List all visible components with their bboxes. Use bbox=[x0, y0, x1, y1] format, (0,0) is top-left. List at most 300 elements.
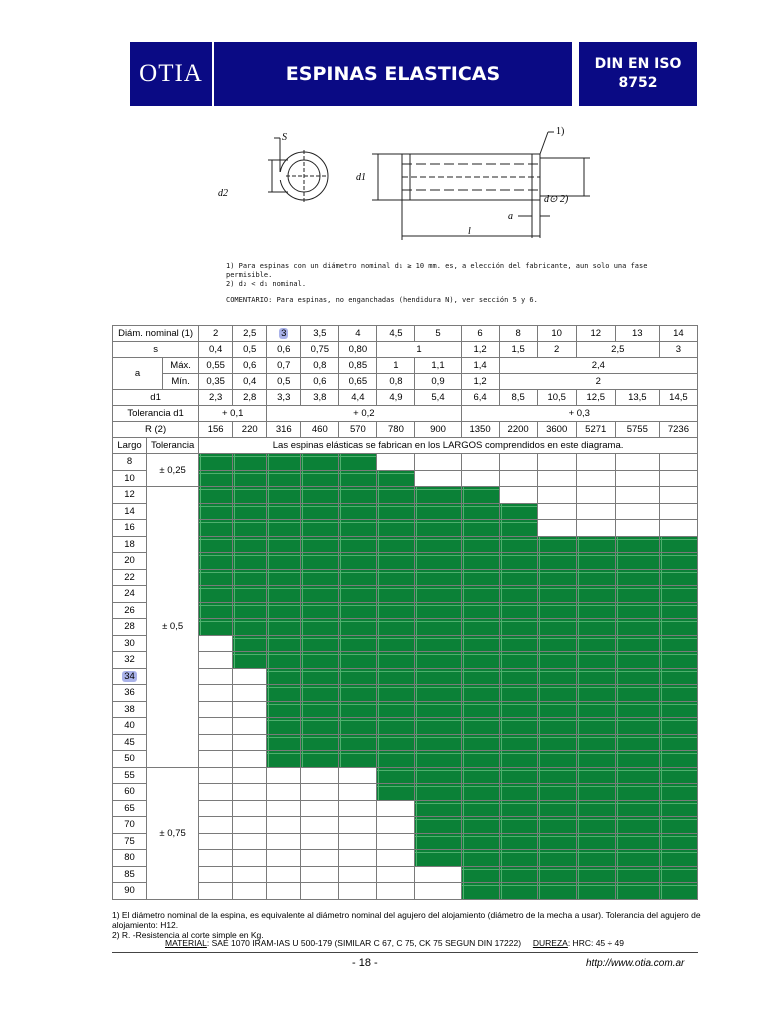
available-cell bbox=[499, 503, 537, 520]
length-cell: 50 bbox=[113, 751, 147, 768]
length-row bbox=[113, 586, 698, 603]
available-cell bbox=[267, 619, 301, 636]
empty-cell bbox=[233, 866, 267, 883]
available-cell bbox=[377, 718, 415, 735]
diameter-cell: 8 bbox=[499, 326, 537, 342]
s-cell: 0,6 bbox=[267, 342, 301, 358]
available-cell bbox=[537, 734, 576, 751]
available-cell bbox=[377, 487, 415, 504]
website-link[interactable]: http://www.otia.com.ar bbox=[586, 958, 685, 969]
available-cell bbox=[499, 850, 537, 867]
available-cell bbox=[537, 553, 576, 570]
length-tolerance-cell: ± 0,75 bbox=[147, 767, 199, 899]
available-cell bbox=[339, 685, 377, 702]
length-cell: 30 bbox=[113, 635, 147, 652]
available-cell bbox=[267, 470, 301, 487]
empty-cell bbox=[233, 850, 267, 867]
available-cell bbox=[233, 602, 267, 619]
empty-cell bbox=[339, 883, 377, 900]
row-diameter bbox=[113, 326, 698, 342]
available-cell bbox=[576, 800, 615, 817]
available-cell bbox=[537, 866, 576, 883]
d1-cell: 13,5 bbox=[615, 390, 659, 406]
empty-cell bbox=[377, 833, 415, 850]
empty-cell bbox=[267, 800, 301, 817]
available-cell bbox=[339, 503, 377, 520]
available-cell bbox=[615, 784, 659, 801]
available-cell bbox=[199, 487, 233, 504]
available-cell bbox=[377, 668, 415, 685]
diameter-cell: 2 bbox=[199, 326, 233, 342]
available-cell bbox=[461, 503, 499, 520]
availability-grid bbox=[113, 454, 698, 900]
note-1b: permisible. bbox=[226, 271, 273, 279]
empty-cell bbox=[233, 784, 267, 801]
d1-cell: 14,5 bbox=[659, 390, 697, 406]
logo-text: OTIA bbox=[139, 60, 203, 87]
available-cell bbox=[615, 751, 659, 768]
available-cell bbox=[615, 685, 659, 702]
norm-line-1: DIN EN ISO bbox=[594, 56, 682, 72]
available-cell bbox=[377, 569, 415, 586]
available-cell bbox=[377, 503, 415, 520]
length-cell: 38 bbox=[113, 701, 147, 718]
length-row bbox=[113, 685, 698, 702]
available-cell bbox=[576, 553, 615, 570]
available-cell bbox=[537, 586, 576, 603]
empty-cell bbox=[499, 454, 537, 471]
available-cell bbox=[615, 553, 659, 570]
available-cell bbox=[576, 586, 615, 603]
diameter-cell: 4,5 bbox=[377, 326, 415, 342]
available-cell bbox=[301, 586, 339, 603]
page-title: ESPINAS ELASTICAS bbox=[214, 42, 572, 106]
tolerancia-header: Tolerancia bbox=[147, 438, 199, 454]
available-cell bbox=[301, 718, 339, 735]
empty-cell bbox=[267, 883, 301, 900]
empty-cell bbox=[199, 685, 233, 702]
empty-cell bbox=[233, 701, 267, 718]
available-cell bbox=[233, 569, 267, 586]
available-cell bbox=[233, 536, 267, 553]
d1-cell: 10,5 bbox=[537, 390, 576, 406]
a-label: a bbox=[113, 358, 163, 390]
available-cell bbox=[267, 586, 301, 603]
s-cell: 2,5 bbox=[576, 342, 659, 358]
material-line bbox=[165, 938, 624, 948]
available-cell bbox=[233, 652, 267, 669]
d1-cell: 4,4 bbox=[339, 390, 377, 406]
available-cell bbox=[233, 454, 267, 471]
empty-cell bbox=[415, 883, 461, 900]
length-cell: 40 bbox=[113, 718, 147, 735]
d1-cell: 2,3 bbox=[199, 390, 233, 406]
min-cell: 0,5 bbox=[267, 374, 301, 390]
available-cell bbox=[499, 668, 537, 685]
r-cell: 220 bbox=[233, 422, 267, 438]
row-a-max bbox=[113, 358, 698, 374]
row-s bbox=[113, 342, 698, 358]
available-cell bbox=[267, 635, 301, 652]
available-cell bbox=[461, 536, 499, 553]
available-cell bbox=[301, 668, 339, 685]
available-cell bbox=[615, 652, 659, 669]
empty-cell bbox=[199, 734, 233, 751]
available-cell bbox=[499, 866, 537, 883]
length-cell: 12 bbox=[113, 487, 147, 504]
available-cell bbox=[415, 487, 461, 504]
available-cell bbox=[233, 503, 267, 520]
label-s: S bbox=[282, 132, 287, 143]
d1-cell: 3,3 bbox=[267, 390, 301, 406]
r-cell: 570 bbox=[339, 422, 377, 438]
available-cell bbox=[301, 569, 339, 586]
empty-cell bbox=[199, 784, 233, 801]
available-cell bbox=[537, 784, 576, 801]
tolerance-d1-label: Tolerancia d1 bbox=[113, 406, 199, 422]
note-comment: COMENTARIO: Para espinas, no enganchadas (hendidura N), ver sección 5 y 6. bbox=[226, 296, 538, 304]
available-cell bbox=[267, 520, 301, 537]
available-cell bbox=[615, 833, 659, 850]
empty-cell bbox=[461, 470, 499, 487]
empty-cell bbox=[415, 866, 461, 883]
s-cell: 1,2 bbox=[461, 342, 499, 358]
available-cell bbox=[499, 536, 537, 553]
empty-cell bbox=[537, 487, 576, 504]
available-cell bbox=[659, 586, 697, 603]
available-cell bbox=[615, 536, 659, 553]
available-cell bbox=[461, 586, 499, 603]
available-cell bbox=[659, 866, 697, 883]
available-cell bbox=[461, 850, 499, 867]
available-cell bbox=[339, 569, 377, 586]
available-cell bbox=[199, 454, 233, 471]
empty-cell bbox=[199, 668, 233, 685]
length-cell: 65 bbox=[113, 800, 147, 817]
diameter-cell: 14 bbox=[659, 326, 697, 342]
available-cell bbox=[537, 883, 576, 900]
available-cell bbox=[576, 685, 615, 702]
available-cell bbox=[415, 652, 461, 669]
empty-cell bbox=[415, 454, 461, 471]
available-cell bbox=[415, 718, 461, 735]
available-cell bbox=[576, 751, 615, 768]
length-cell: 60 bbox=[113, 784, 147, 801]
available-cell bbox=[377, 470, 415, 487]
available-cell bbox=[499, 520, 537, 537]
diameter-cell: 10 bbox=[537, 326, 576, 342]
available-cell bbox=[537, 767, 576, 784]
r-cell: 3600 bbox=[537, 422, 576, 438]
empty-cell bbox=[233, 800, 267, 817]
available-cell bbox=[301, 652, 339, 669]
available-cell bbox=[659, 569, 697, 586]
available-cell bbox=[461, 734, 499, 751]
available-cell bbox=[415, 767, 461, 784]
available-cell bbox=[576, 619, 615, 636]
available-cell bbox=[537, 652, 576, 669]
available-cell bbox=[659, 701, 697, 718]
empty-cell bbox=[537, 454, 576, 471]
diagram-caption: Las espinas elásticas se fabrican en los LARGOS comprendidos en este diagrama. bbox=[199, 438, 698, 454]
s-cell: 3 bbox=[659, 342, 697, 358]
footer-divider bbox=[112, 952, 698, 953]
available-cell bbox=[339, 454, 377, 471]
available-cell bbox=[461, 635, 499, 652]
d1-label: d1 bbox=[113, 390, 199, 406]
empty-cell bbox=[377, 866, 415, 883]
available-cell bbox=[461, 619, 499, 636]
row-d1 bbox=[113, 390, 698, 406]
footnote-1: 1) El diámetro nominal de la espina, es equivalente al diámetro nominal del agujero del alojamiento (diámetro de la mecha a usar). Tolerancia del agujero de alojamiento: H12. bbox=[112, 910, 701, 930]
min-cell: 1,2 bbox=[461, 374, 499, 390]
norm-line-2: 8752 bbox=[618, 75, 658, 91]
available-cell bbox=[537, 718, 576, 735]
available-cell bbox=[377, 536, 415, 553]
available-cell bbox=[615, 767, 659, 784]
length-row bbox=[113, 866, 698, 883]
empty-cell bbox=[339, 784, 377, 801]
empty-cell bbox=[233, 751, 267, 768]
available-cell bbox=[499, 833, 537, 850]
available-cell bbox=[615, 586, 659, 603]
material-text: : SAE 1070 IRAM-IAS U 500-179 (SIMILAR C 67, C 75, CK 75 SEGUN DIN 17222) bbox=[206, 938, 522, 948]
available-cell bbox=[615, 883, 659, 900]
available-cell bbox=[576, 866, 615, 883]
length-row bbox=[113, 520, 698, 537]
available-cell bbox=[499, 751, 537, 768]
available-cell bbox=[233, 520, 267, 537]
available-cell bbox=[461, 784, 499, 801]
available-cell bbox=[267, 454, 301, 471]
r-cell: 316 bbox=[267, 422, 301, 438]
available-cell bbox=[339, 520, 377, 537]
empty-cell bbox=[267, 784, 301, 801]
note-2: 2) d₂ < d₁ nominal. bbox=[226, 280, 307, 288]
length-cell: 36 bbox=[113, 685, 147, 702]
available-cell bbox=[461, 718, 499, 735]
empty-cell bbox=[267, 767, 301, 784]
available-cell bbox=[377, 767, 415, 784]
available-cell bbox=[461, 569, 499, 586]
available-cell bbox=[267, 503, 301, 520]
empty-cell bbox=[377, 800, 415, 817]
max-cell: 0,7 bbox=[267, 358, 301, 374]
available-cell bbox=[377, 586, 415, 603]
available-cell bbox=[267, 487, 301, 504]
available-cell bbox=[576, 883, 615, 900]
min-cell: 0,65 bbox=[339, 374, 377, 390]
s-cell: 0,75 bbox=[301, 342, 339, 358]
available-cell bbox=[233, 553, 267, 570]
length-row bbox=[113, 602, 698, 619]
length-cell: 16 bbox=[113, 520, 147, 537]
r-label: R (2) bbox=[113, 422, 199, 438]
length-cell: 22 bbox=[113, 569, 147, 586]
available-cell bbox=[199, 536, 233, 553]
available-cell bbox=[377, 602, 415, 619]
length-row bbox=[113, 668, 698, 685]
empty-cell bbox=[199, 767, 233, 784]
note-1a: 1) Para espinas con un diámetro nominal d₁ ≥ 10 mm. es, a elección del fabricante, aun solo una fase bbox=[226, 262, 648, 270]
available-cell bbox=[301, 701, 339, 718]
available-cell bbox=[659, 619, 697, 636]
available-cell bbox=[267, 685, 301, 702]
available-cell bbox=[615, 701, 659, 718]
empty-cell bbox=[199, 751, 233, 768]
available-cell bbox=[339, 751, 377, 768]
length-row bbox=[113, 751, 698, 768]
available-cell bbox=[537, 751, 576, 768]
empty-cell bbox=[659, 454, 697, 471]
available-cell bbox=[377, 553, 415, 570]
available-cell bbox=[199, 520, 233, 537]
r-cell: 460 bbox=[301, 422, 339, 438]
available-cell bbox=[199, 470, 233, 487]
length-row bbox=[113, 619, 698, 636]
length-cell: 85 bbox=[113, 866, 147, 883]
available-cell bbox=[267, 718, 301, 735]
available-cell bbox=[499, 701, 537, 718]
length-tolerance-cell: ± 0,25 bbox=[147, 454, 199, 487]
empty-cell bbox=[267, 833, 301, 850]
empty-cell bbox=[461, 454, 499, 471]
available-cell bbox=[659, 734, 697, 751]
length-row bbox=[113, 800, 698, 817]
available-cell bbox=[339, 553, 377, 570]
empty-cell bbox=[339, 800, 377, 817]
empty-cell bbox=[301, 767, 339, 784]
diameter-cell: 4 bbox=[339, 326, 377, 342]
length-row bbox=[113, 503, 698, 520]
available-cell bbox=[576, 602, 615, 619]
length-cell: 80 bbox=[113, 850, 147, 867]
length-row bbox=[113, 718, 698, 735]
available-cell bbox=[377, 701, 415, 718]
available-cell bbox=[199, 602, 233, 619]
s-cell: 1 bbox=[377, 342, 461, 358]
available-cell bbox=[301, 619, 339, 636]
available-cell bbox=[537, 833, 576, 850]
empty-cell bbox=[301, 850, 339, 867]
available-cell bbox=[659, 751, 697, 768]
available-cell bbox=[377, 734, 415, 751]
dureza-text: : HRC: 45 ÷ 49 bbox=[567, 938, 624, 948]
empty-cell bbox=[659, 503, 697, 520]
available-cell bbox=[461, 800, 499, 817]
available-cell bbox=[377, 635, 415, 652]
available-cell bbox=[499, 553, 537, 570]
empty-cell bbox=[659, 487, 697, 504]
min-cell: 0,8 bbox=[377, 374, 415, 390]
norm-badge bbox=[579, 42, 697, 106]
available-cell bbox=[537, 668, 576, 685]
diameter-cell: 3,5 bbox=[301, 326, 339, 342]
available-cell bbox=[461, 751, 499, 768]
row-tolerance-d1 bbox=[113, 406, 698, 422]
empty-cell bbox=[199, 635, 233, 652]
available-cell bbox=[301, 751, 339, 768]
pin-technical-drawing bbox=[218, 120, 598, 252]
diameter-cell-highlighted bbox=[267, 326, 301, 342]
dureza-label: DUREZA bbox=[532, 938, 568, 948]
available-cell bbox=[199, 569, 233, 586]
empty-cell bbox=[199, 866, 233, 883]
available-cell bbox=[339, 487, 377, 504]
empty-cell bbox=[233, 833, 267, 850]
tolerance-d1-cell: + 0,3 bbox=[461, 406, 697, 422]
available-cell bbox=[267, 536, 301, 553]
available-cell bbox=[415, 668, 461, 685]
available-cell bbox=[377, 784, 415, 801]
empty-cell bbox=[233, 685, 267, 702]
empty-cell bbox=[537, 470, 576, 487]
length-row bbox=[113, 635, 698, 652]
empty-cell bbox=[576, 470, 615, 487]
available-cell bbox=[301, 520, 339, 537]
max-cell: 1 bbox=[377, 358, 415, 374]
length-cell: 10 bbox=[113, 470, 147, 487]
available-cell bbox=[537, 701, 576, 718]
available-cell bbox=[377, 652, 415, 669]
available-cell bbox=[499, 817, 537, 834]
available-cell bbox=[615, 619, 659, 636]
available-cell bbox=[415, 817, 461, 834]
available-cell bbox=[659, 718, 697, 735]
available-cell bbox=[659, 833, 697, 850]
available-cell bbox=[461, 487, 499, 504]
largo-header: Largo bbox=[113, 438, 147, 454]
r-cell: 2200 bbox=[499, 422, 537, 438]
min-label: Mín. bbox=[163, 374, 199, 390]
available-cell bbox=[659, 553, 697, 570]
empty-cell bbox=[233, 767, 267, 784]
empty-cell bbox=[301, 800, 339, 817]
length-cell bbox=[113, 668, 147, 685]
r-cell: 1350 bbox=[461, 422, 499, 438]
length-row bbox=[113, 487, 698, 504]
length-row bbox=[113, 701, 698, 718]
available-cell bbox=[339, 652, 377, 669]
empty-cell bbox=[339, 866, 377, 883]
available-cell bbox=[576, 569, 615, 586]
empty-cell bbox=[499, 470, 537, 487]
diameter-cell: 13 bbox=[615, 326, 659, 342]
available-cell bbox=[339, 718, 377, 735]
length-cell: 75 bbox=[113, 833, 147, 850]
available-cell bbox=[233, 470, 267, 487]
d1-cell: 2,8 bbox=[233, 390, 267, 406]
available-cell bbox=[267, 668, 301, 685]
length-cell: 45 bbox=[113, 734, 147, 751]
available-cell bbox=[537, 619, 576, 636]
length-cell: 18 bbox=[113, 536, 147, 553]
length-row bbox=[113, 817, 698, 834]
available-cell bbox=[199, 553, 233, 570]
max-label: Máx. bbox=[163, 358, 199, 374]
available-cell bbox=[461, 866, 499, 883]
available-cell bbox=[659, 602, 697, 619]
empty-cell bbox=[615, 470, 659, 487]
available-cell bbox=[267, 553, 301, 570]
d1-cell: 6,4 bbox=[461, 390, 499, 406]
available-cell bbox=[301, 602, 339, 619]
empty-cell bbox=[233, 668, 267, 685]
empty-cell bbox=[615, 520, 659, 537]
r-cell: 900 bbox=[415, 422, 461, 438]
diameter-label: Diám. nominal (1) bbox=[113, 326, 199, 342]
available-cell bbox=[301, 553, 339, 570]
